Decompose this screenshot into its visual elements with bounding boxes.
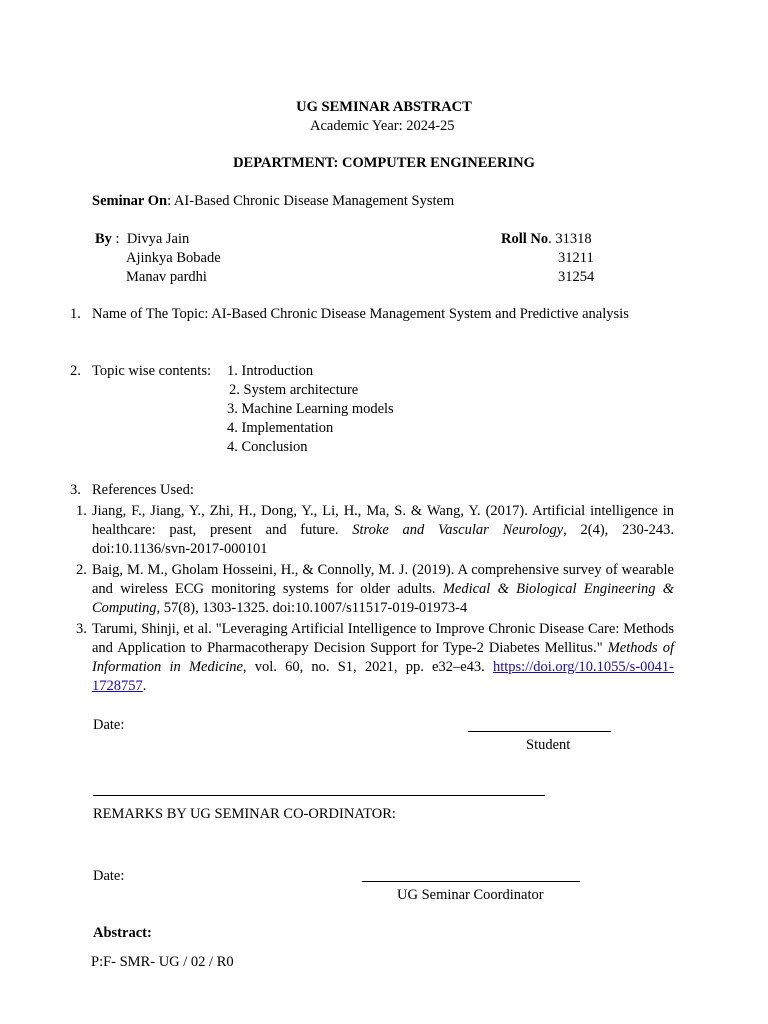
roll-number: 31318 xyxy=(555,231,592,247)
reference-number: 2. xyxy=(76,562,87,578)
contents-item: 4. Implementation xyxy=(227,420,334,436)
seminar-line xyxy=(92,192,454,211)
seminar-separator: : xyxy=(167,193,172,209)
reference-number: 3. xyxy=(76,621,87,637)
reference-text: , 57(8), 1303-1325. doi:10.1007/s11517-019-01973-4 xyxy=(156,600,468,616)
academic-year: Academic Year: 2024-25 xyxy=(310,118,455,134)
reference-item xyxy=(92,620,674,696)
student-label: Student xyxy=(526,737,571,753)
section-number: 3. xyxy=(70,482,81,498)
roll-line xyxy=(501,230,592,249)
date-label: Date: xyxy=(93,717,125,733)
contents-label: Topic wise contents: xyxy=(92,363,211,379)
by-label: By xyxy=(95,231,112,247)
section-number: 2. xyxy=(70,363,81,379)
department-heading: DEPARTMENT: COMPUTER ENGINEERING xyxy=(233,155,535,171)
reference-text: Jiang, F., Jiang, Y., Zhi, H., Dong, Y., Li, H., Ma, S. & Wang, Y. (2017). Artificial intelligence in healthcare: past, present and future. xyxy=(92,503,674,538)
reference-text: Tarumi, Shinji, et al. "Leveraging Artificial Intelligence to Improve Chronic Disease Care: Methods and Application to Pharmacotherapy Decision Support for Type-2 Diabetes Mellitus." xyxy=(92,621,674,656)
contents-item: 2. System architecture xyxy=(229,382,359,398)
date-label: Date: xyxy=(93,868,125,884)
reference-journal: Stroke and Vascular Neurology xyxy=(352,522,564,538)
contents-item: 1. Introduction xyxy=(227,363,314,379)
contents-item: 3. Machine Learning models xyxy=(227,401,394,417)
roll-label: Roll No xyxy=(501,231,549,247)
doi-link[interactable]: https://doi.org/10.1055/s-0041-1728757 xyxy=(92,659,674,694)
references-label: References Used: xyxy=(92,482,194,498)
by-line xyxy=(95,230,189,249)
seminar-title: AI-Based Chronic Disease Management System xyxy=(171,193,455,209)
by-separator: : xyxy=(111,231,127,247)
reference-journal: Methods of Information in Medicine xyxy=(92,640,674,675)
roll-separator: . xyxy=(548,231,552,247)
contents-item: 4. Conclusion xyxy=(227,439,308,455)
coordinator-signature-line xyxy=(362,881,580,882)
roll-number: 31254 xyxy=(558,269,595,285)
reference-item xyxy=(92,502,674,559)
student-signature-line xyxy=(468,731,611,732)
coordinator-label: UG Seminar Coordinator xyxy=(397,887,544,903)
roll-number: 31211 xyxy=(558,250,594,266)
author-name: Ajinkya Bobade xyxy=(126,250,221,266)
reference-journal: Medical & Biological Engineering & Computing xyxy=(92,581,674,616)
reference-text: , 2(4), 230-243. doi:10.1136/svn-2017-000101 xyxy=(92,522,674,557)
topic-name: Name of The Topic: AI-Based Chronic Disease Management System and Predictive analysis xyxy=(92,306,629,322)
reference-text: Baig, M. M., Gholam Hosseini, H., & Connolly, M. J. (2019). A comprehensive survey of wearable and wireless ECG monitoring systems for older adults. xyxy=(92,562,674,597)
remarks-heading: REMARKS BY UG SEMINAR CO-ORDINATOR: xyxy=(93,806,396,822)
author-name: Divya Jain xyxy=(126,231,190,247)
abstract-heading: Abstract: xyxy=(93,925,152,941)
reference-text: . xyxy=(142,678,147,694)
divider xyxy=(93,795,545,796)
reference-number: 1. xyxy=(76,503,87,519)
reference-item xyxy=(92,561,674,618)
document-title: UG SEMINAR ABSTRACT xyxy=(296,99,472,115)
form-code: P:F- SMR- UG / 02 / R0 xyxy=(91,954,234,970)
seminar-label: Seminar On xyxy=(92,193,168,209)
reference-text: , vol. 60, no. S1, 2021, pp. e32–e43. xyxy=(242,659,493,675)
section-number: 1. xyxy=(70,306,81,322)
author-name: Manav pardhi xyxy=(126,269,207,285)
